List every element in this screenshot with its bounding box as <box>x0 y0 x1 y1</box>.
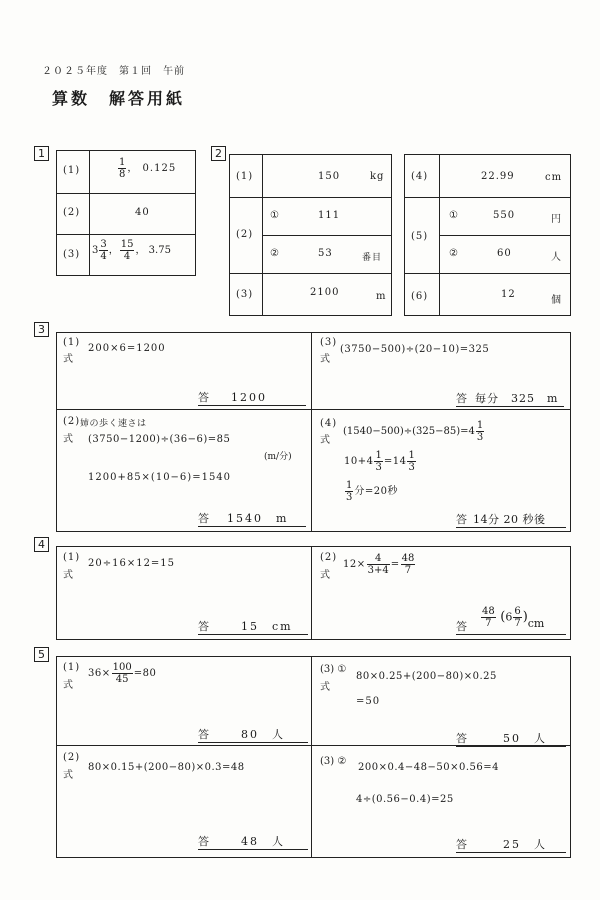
q5-3-1-label: (3) ① <box>320 664 347 675</box>
q2-1-label: (1) <box>236 171 254 182</box>
q2-3-unit: m <box>376 291 387 302</box>
answer-value: 毎分 325 m <box>475 392 559 405</box>
answer-value: 25 人 <box>503 838 547 851</box>
question-1-number: 1 <box>34 146 49 161</box>
q3-2-shiki: 式 <box>63 434 74 445</box>
q2-5-answer-2: 60 <box>497 248 512 259</box>
q4-2-label: (2) <box>320 552 338 563</box>
q3-1-answer <box>198 389 306 406</box>
q2-5-circle-2: ② <box>449 248 459 259</box>
q4-1-answer <box>198 618 308 635</box>
q3-4-equation-2: 10+4 $\frac{1}{3}$ =14 $\frac{1}{3}$ <box>344 450 415 473</box>
q4-1-equation: 20÷16×12=15 <box>88 558 176 569</box>
q3-2-equation-1: (3750−1200)÷(36−6)=85 <box>88 434 231 445</box>
q1-answer-table <box>56 150 196 276</box>
answer-label: 答 <box>198 728 211 741</box>
q5-3-2-answer <box>456 836 566 853</box>
question-5-number: 5 <box>34 647 49 662</box>
answer-value: 15 cm <box>241 620 293 633</box>
q2-1-answer: 150 <box>318 171 341 182</box>
q2-3-label: (3) <box>236 289 254 300</box>
q3-2-equation-2: 1200+85×(10−6)=1540 <box>88 472 232 483</box>
q5-2-shiki: 式 <box>63 770 74 781</box>
q2-4-unit: cm <box>545 172 563 183</box>
answer-label: 答 <box>198 620 211 633</box>
q2-answer-table-left <box>229 154 392 316</box>
q2-2-circle-1: ① <box>270 210 280 221</box>
q3-4-label: (4) <box>320 418 338 429</box>
q5-2-equation: 80×0.15+(200−80)×0.3=48 <box>88 762 245 773</box>
q5-3-2-label: (3) ② <box>320 756 347 767</box>
q2-6-answer: 12 <box>501 289 516 300</box>
q1-3-label: (3) <box>63 249 81 260</box>
answer-label: 答 <box>456 838 469 851</box>
answer-label: 答 <box>198 512 211 525</box>
q5-3-1-shiki: 式 <box>320 682 331 693</box>
answer-value: 1540 m <box>227 512 289 525</box>
question-2-number: 2 <box>211 146 226 161</box>
q5-1-shiki: 式 <box>63 680 74 691</box>
q2-2-circle-2: ② <box>270 248 280 259</box>
q1-1-answer: $\frac{1}{8}$ ， 0.125 <box>119 157 177 180</box>
q2-4-label: (4) <box>411 171 429 182</box>
q2-2-answer-1: 111 <box>318 210 341 221</box>
q5-3-1-equation-2: =50 <box>356 696 381 707</box>
q3-2-label: (2) <box>63 416 81 427</box>
q2-3-answer: 2100 <box>310 287 340 298</box>
q4-2-shiki: 式 <box>320 570 331 581</box>
q3-3-answer <box>456 390 564 407</box>
q2-2-label: (2) <box>236 229 254 240</box>
q2-6-unit: 個 <box>551 295 562 306</box>
q5-answer-grid <box>56 656 571 858</box>
q3-3-equation: (3750−500)÷(20−10)=325 <box>340 344 490 355</box>
q5-1-equation: 36× $\frac{100}{45}$ =80 <box>88 662 157 685</box>
q3-2-note: 姉の歩く速さは <box>80 419 147 429</box>
question-4-number: 4 <box>34 537 49 552</box>
answer-value: 1200 <box>231 391 267 404</box>
answer-label: 答 <box>198 391 211 404</box>
q3-1-shiki: 式 <box>63 354 74 365</box>
page-title: 算数 解答用紙 <box>52 89 186 108</box>
q4-1-shiki: 式 <box>63 570 74 581</box>
q2-5-circle-1: ① <box>449 210 459 221</box>
q2-2-answer-2: 53 <box>318 248 333 259</box>
q5-3-2-equation-2: 4÷(0.56−0.4)=25 <box>356 794 454 805</box>
q2-6-label: (6) <box>411 291 429 302</box>
q3-4-answer <box>456 511 566 528</box>
q1-3-answer: 3 $\frac{3}{4}$ ， $\frac{15}{4}$ ， 3.75 <box>92 239 171 262</box>
q3-2-unit: (m/分) <box>264 452 292 462</box>
exam-info: ２０２５年度 第１回 午前 <box>42 66 185 77</box>
answer-label: 答 <box>456 392 469 405</box>
answer-value: 80 人 <box>241 728 285 741</box>
answer-label: 答 <box>456 513 469 526</box>
question-3-number: 3 <box>34 322 49 337</box>
q5-3-1-equation-1: 80×0.25+(200−80)×0.25 <box>356 671 497 682</box>
answer-value: 48 人 <box>241 835 285 848</box>
q5-2-answer <box>198 833 308 850</box>
q4-2-equation: 12× $\frac{4}{3+4}$ = $\frac{48}{7}$ <box>343 553 415 576</box>
q1-2-answer: 40 <box>135 207 150 218</box>
q3-3-shiki: 式 <box>320 354 331 365</box>
q5-1-label: (1) <box>63 662 81 673</box>
q3-4-equation-3: $\frac{1}{3}$ 分=20秒 <box>346 480 398 503</box>
answer-label: 答 <box>456 732 469 745</box>
q3-4-shiki: 式 <box>320 435 331 446</box>
q3-3-label: (3) <box>320 337 338 348</box>
q5-3-1-answer <box>456 730 566 747</box>
q4-1-label: (1) <box>63 552 81 563</box>
q2-5-unit-1: 円 <box>551 214 562 225</box>
q3-4-equation-1: (1540−500)÷(325−85)=4 $\frac{1}{3}$ <box>343 420 484 443</box>
q2-5-unit-2: 人 <box>551 252 562 263</box>
q3-1-label: (1) <box>63 337 81 348</box>
answer-label: 答 <box>198 835 211 848</box>
q4-2-answer <box>456 606 566 635</box>
q1-2-label: (2) <box>63 207 81 218</box>
answer-value: 14分 20 秒後 <box>473 513 546 526</box>
q2-4-answer: 22.99 <box>481 171 515 182</box>
answer-label: 答 <box>456 620 469 633</box>
q2-5-label: (5) <box>411 231 429 242</box>
q3-2-answer <box>198 510 306 527</box>
q5-2-label: (2) <box>63 752 81 763</box>
q2-5-answer-1: 550 <box>493 210 516 221</box>
q3-1-equation: 200×6=1200 <box>88 343 166 354</box>
q1-1-label: (1) <box>63 165 81 176</box>
q5-1-answer <box>198 726 308 743</box>
q5-3-2-equation-1: 200×0.4−48−50×0.56=4 <box>358 762 499 773</box>
q2-2-unit: 番目 <box>362 253 383 263</box>
q2-answer-table-right <box>404 154 571 316</box>
q2-1-unit: kg <box>370 171 385 182</box>
answer-value: 50 人 <box>503 732 547 745</box>
answer-value: $\frac{48}{7}$ (6 $\frac{6}{7}$ )cm <box>482 606 545 630</box>
q3-answer-grid <box>56 332 571 532</box>
